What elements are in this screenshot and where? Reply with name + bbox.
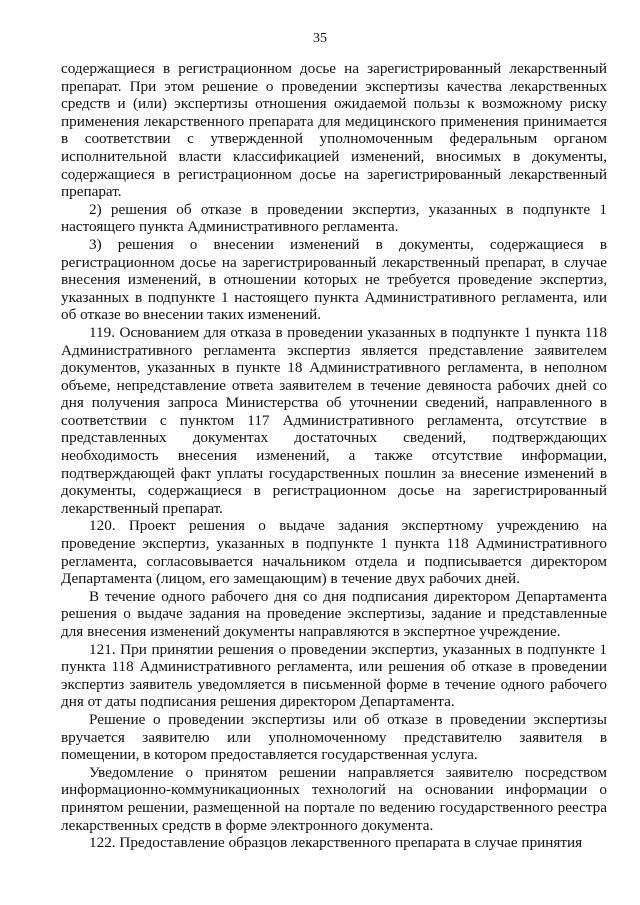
paragraph-119: 119. Основанием для отказа в проведении указанных в подпункте 1 пункта 118 Административного регламента экспертиз является представление заявителем документов, указанных в пункте 18 Административного регламента, в неполном объеме, непредставление ответа заявителем в течение девяноста рабочих дней со дня получения запроса Министерства об уточнении сведений, направленного в соответствии с пунктом 117 Административного регламента, отсутствие в представленных документах достаточных сведений, подтверждающих необходимость внесения изменений, а также отсутствие информации, подтверждающей факт уплаты государственных пошлин за внесение изменений в документы, содержащиеся в регистрационном досье на зарегистрированный лекарственный препарат. xyxy=(61,323,607,517)
paragraph-continuation: содержащиеся в регистрационном досье на зарегистрированный лекарственный препарат. При этом решение о проведении экспертизы качества лекарственных средств и (или) экспертизы отношения ожидаемой пользы к возможному риску применения лекарственного препарата для медицинского применения принимается в соответствии с утвержденной уполномоченным федеральным органом исполнительной власти классификацией изменений, вносимых в документы, содержащиеся в регистрационном досье на зарегистрированный лекарственный препарат. xyxy=(61,60,607,201)
page-number: 35 xyxy=(313,31,327,46)
paragraph-121-decision: Решение о проведении экспертизы или об отказе в проведении экспертизы вручается заявителю или уполномоченному представителю заявителя в помещении, в котором предоставляется государственная услуга. xyxy=(61,710,607,764)
paragraph-120: 120. Проект решения о выдаче задания экспертному учреждению на проведение экспертиз, указанных в подпункте 1 пункта 118 Административного регламента, согласовывается начальником отдела и подписывается директором Департамента (лицом, его замещающим) в течение двух рабочих дней. xyxy=(61,517,607,588)
paragraph-120-continued: В течение одного рабочего дня со дня подписания директором Департамента решения о выдаче задания на проведение экспертизы, задание и представленные для внесения изменений документы направляются в экспертное учреждение. xyxy=(61,587,607,640)
paragraph-122: 122. Предоставление образцов лекарственного препарата в случае принятия xyxy=(89,834,583,852)
paragraph-item-3: 3) решения о внесении изменений в документы, содержащиеся в регистрационном досье на зарегистрированный лекарственный препарат, в случае внесения изменений, в отношении которых не требуется проведение экспертиз, указанных в подпункте 1 настоящего пункта Административного регламента, или об отказе во внесении таких изменений. xyxy=(61,235,607,324)
paragraph-121: 121. При принятии решения о проведении экспертиз, указанных в подпункте 1 пункта 118 Административного регламента, или решения об отказе в проведении экспертиз заявитель уведомляется в письменной форме в течение одного рабочего дня от даты подписания решения директором Департамента. xyxy=(61,640,607,711)
paragraph-item-2: 2) решения об отказе в проведении экспертиз, указанных в подпункте 1 настоящего пункта Административного регламента. xyxy=(61,200,607,236)
document-body xyxy=(61,60,607,852)
paragraph-121-notification: Уведомление о принятом решении направляется заявителю посредством информационно-коммуникационных технологий на основании информации о принятом решении, размещенной на портале по ведению государственного реестра лекарственных средств в форме электронного документа. xyxy=(61,763,607,834)
